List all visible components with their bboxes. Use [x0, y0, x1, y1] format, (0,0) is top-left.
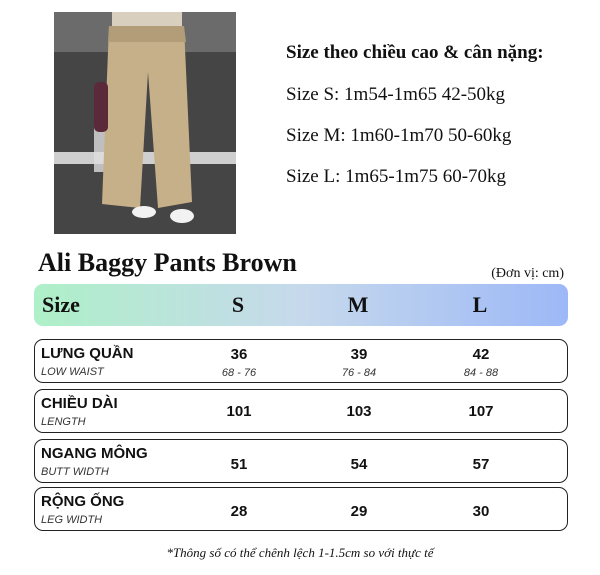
row-sublabel: LEG WIDTH	[41, 514, 103, 526]
value-m: 103	[346, 403, 372, 420]
value-s: 101	[226, 403, 252, 420]
size-header-bar	[34, 284, 568, 326]
value-l: 107	[468, 403, 494, 420]
value-s: 28	[230, 503, 248, 520]
header-size-l: L	[472, 292, 488, 317]
size-guide-line-l: Size L: 1m65-1m75 60-70kg	[286, 166, 507, 187]
table-row-low-waist	[34, 339, 568, 383]
range-l: 84 - 88	[463, 367, 499, 379]
row-sublabel: LOW WAIST	[41, 366, 104, 378]
value-l: 30	[472, 503, 490, 520]
row-sublabel: LENGTH	[41, 416, 86, 428]
row-label: CHIỀU DÀI	[41, 395, 118, 412]
size-guide-line-s: Size S: 1m54-1m65 42-50kg	[286, 84, 506, 105]
table-row-butt-width	[34, 439, 568, 483]
value-m: 29	[350, 503, 368, 520]
product-title: Ali Baggy Pants Brown	[38, 248, 297, 277]
unit-note: (Đơn vị: cm)	[491, 266, 564, 281]
range-m: 76 - 84	[341, 367, 377, 379]
value-s: 36	[230, 346, 248, 363]
table-row-leg-width	[34, 487, 568, 531]
range-s: 68 - 76	[221, 367, 257, 379]
header-size-s: S	[231, 292, 245, 317]
size-guide-title: Size theo chiều cao & cân nặng:	[286, 42, 544, 63]
footnote: *Thông số có thể chênh lệch 1-1.5cm so với thực tế	[166, 545, 434, 560]
value-l: 42	[472, 346, 490, 363]
value-s: 51	[230, 456, 248, 473]
product-photo	[54, 12, 236, 234]
value-m: 39	[350, 346, 368, 363]
row-label: RỘNG ỐNG	[41, 493, 125, 510]
header-size-m: M	[347, 292, 369, 317]
row-sublabel: BUTT WIDTH	[41, 466, 109, 478]
row-label: NGANG MÔNG	[41, 445, 148, 462]
table-row-length	[34, 389, 568, 433]
row-label: LƯNG QUẦN	[41, 345, 134, 362]
value-l: 57	[472, 456, 490, 473]
size-guide-line-m: Size M: 1m60-1m70 50-60kg	[286, 125, 512, 146]
value-m: 54	[350, 456, 368, 473]
size-guide	[286, 42, 586, 207]
header-size-label: Size	[42, 292, 80, 317]
